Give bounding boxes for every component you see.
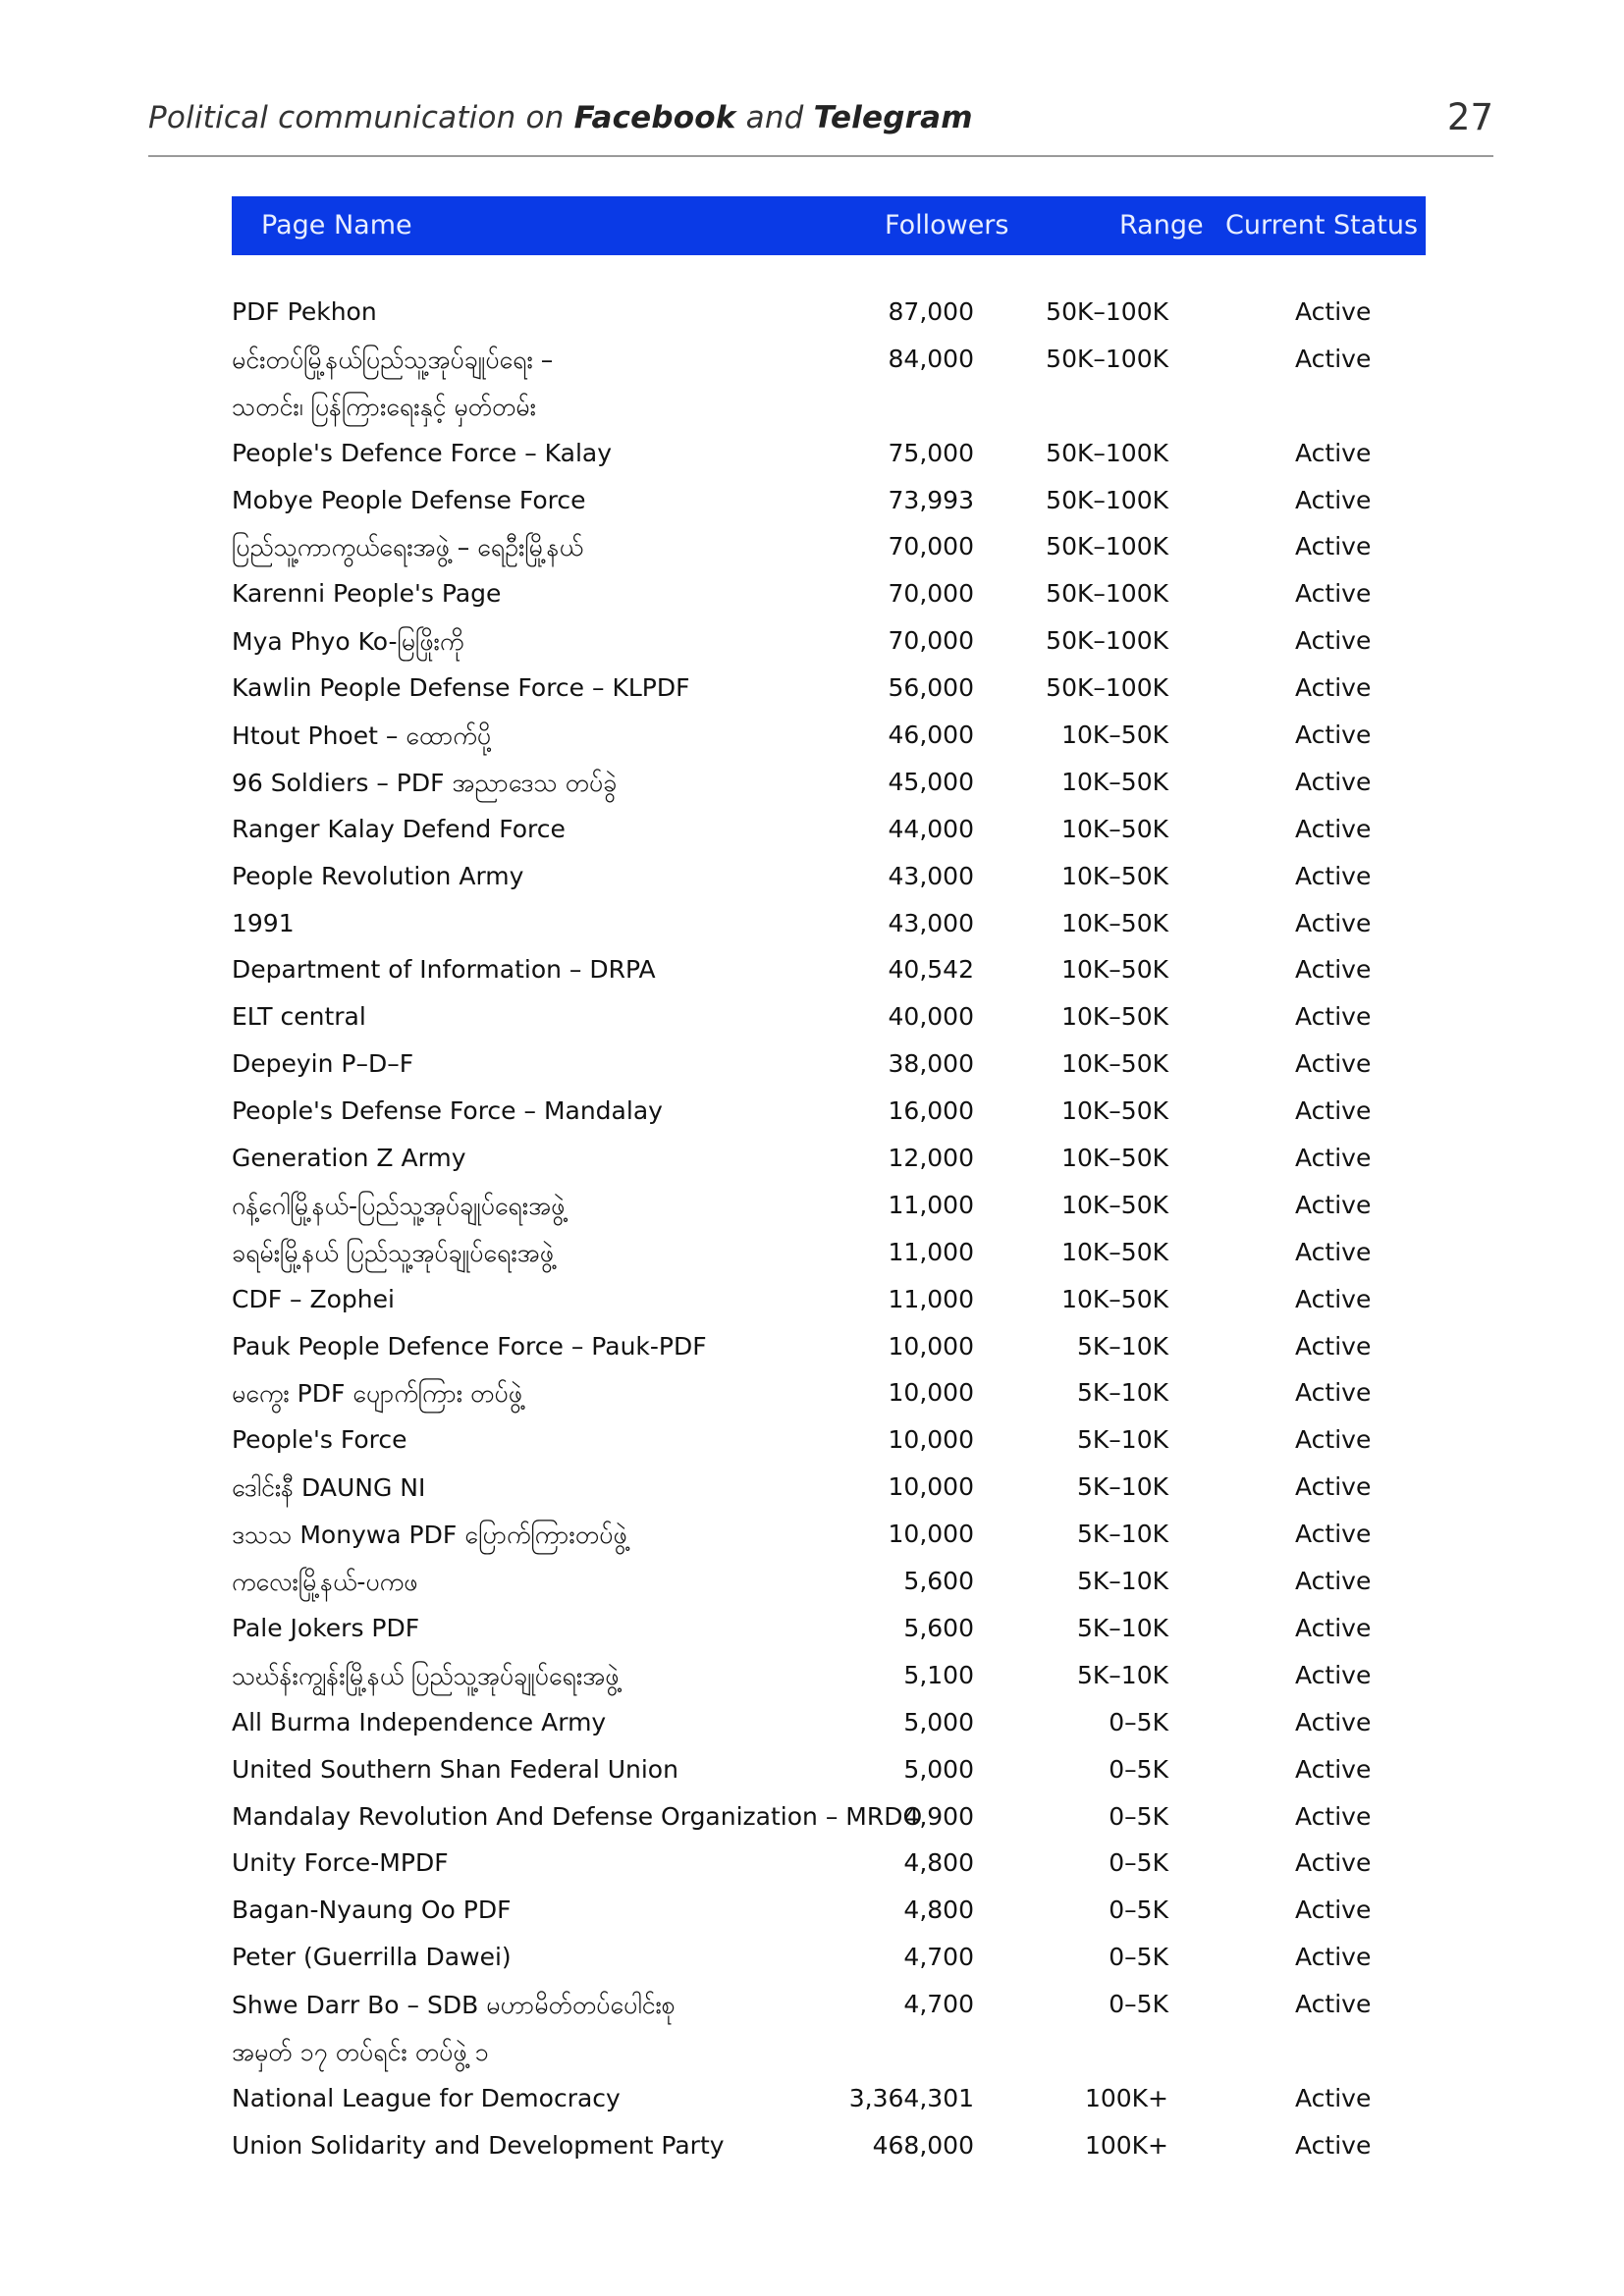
column-header-range: Range xyxy=(1119,210,1204,240)
cell-followers: 70,000 xyxy=(888,626,974,656)
cell-followers: 44,000 xyxy=(888,814,974,843)
table-row xyxy=(232,1749,1426,1796)
pages-table xyxy=(232,196,1426,2160)
cell-page-name: ELT central xyxy=(232,1002,366,1032)
cell-page-name: Mandalay Revolution And Defense Organization – MRDO xyxy=(232,1801,923,1831)
cell-status: Active xyxy=(1295,1990,1372,2019)
cell-page-name: Karenni People's Page xyxy=(232,579,502,609)
cell-status: Active xyxy=(1295,1331,1372,1361)
cell-status: Active xyxy=(1295,2130,1372,2160)
cell-page-name: Kawlin People Defense Force – KLPDF xyxy=(232,673,690,703)
cell-page-name: မင်းတပ်မြို့နယ်ပြည်သူ့အုပ်ချုပ်ရေး – xyxy=(232,345,554,374)
table-row xyxy=(232,1467,1426,1514)
cell-page-name: People's Defense Force – Mandalay xyxy=(232,1096,663,1126)
cell-followers: 10,000 xyxy=(888,1520,974,1549)
cell-range: 5K–10K xyxy=(1076,1472,1168,1502)
cell-range: 10K–50K xyxy=(1061,1096,1168,1126)
cell-status: Active xyxy=(1295,1002,1372,1032)
cell-status: Active xyxy=(1295,438,1372,467)
table-row xyxy=(232,762,1426,809)
cell-followers: 56,000 xyxy=(888,673,974,703)
table-row xyxy=(232,480,1426,527)
cell-status: Active xyxy=(1295,1144,1372,1173)
cell-page-name: United Southern Shan Federal Union xyxy=(232,1754,678,1784)
cell-range: 10K–50K xyxy=(1061,955,1168,985)
cell-followers: 73,993 xyxy=(888,485,974,514)
table-row xyxy=(232,856,1426,903)
cell-status: Active xyxy=(1295,1284,1372,1313)
table-row xyxy=(232,292,1426,339)
cell-followers: 11,000 xyxy=(888,1237,974,1266)
cell-followers: 5,600 xyxy=(903,1567,974,1596)
cell-status: Active xyxy=(1295,1660,1372,1689)
cell-page-name: Shwe Darr Bo – SDB မဟာမိတ်တပ်ပေါင်းစု xyxy=(232,1991,676,2020)
cell-status: Active xyxy=(1295,1425,1372,1455)
table-row xyxy=(232,1138,1426,1185)
cell-followers: 40,542 xyxy=(888,955,974,985)
table-row xyxy=(232,1984,1426,2031)
cell-range: 10K–50K xyxy=(1061,1190,1168,1219)
cell-followers: 70,000 xyxy=(888,532,974,561)
cell-status: Active xyxy=(1295,2083,1372,2112)
cell-page-name: 1991 xyxy=(232,908,295,937)
cell-status: Active xyxy=(1295,1472,1372,1502)
cell-page-name: Peter (Guerrilla Dawei) xyxy=(232,1943,512,1972)
cell-range: 5K–10K xyxy=(1076,1425,1168,1455)
cell-followers: 4,700 xyxy=(903,1990,974,2019)
cell-status: Active xyxy=(1295,1096,1372,1126)
cell-page-name: Depeyin P–D–F xyxy=(232,1049,414,1079)
cell-followers: 38,000 xyxy=(888,1049,974,1079)
table-header xyxy=(232,196,1426,255)
title-text-2: and xyxy=(735,100,814,135)
cell-range: 5K–10K xyxy=(1076,1520,1168,1549)
cell-range: 10K–50K xyxy=(1061,1284,1168,1313)
cell-page-name: 96 Soldiers – PDF အညာဒေသ တပ်ခွဲ xyxy=(232,768,618,797)
page-header xyxy=(148,96,1493,157)
cell-page-name: ကလေးမြို့နယ်-ပကဖ xyxy=(232,1568,418,1597)
cell-page-name: မကွေး PDF ပျောက်ကြား တပ်ဖွဲ့ xyxy=(232,1379,522,1409)
cell-page-name: Unity Force-MPDF xyxy=(232,1848,449,1878)
cell-status: Active xyxy=(1295,1567,1372,1596)
table-row xyxy=(232,1185,1426,1232)
cell-page-name: Mya Phyo Ko-မြဖြိုးကို xyxy=(232,627,464,657)
cell-page-name: Department of Information – DRPA xyxy=(232,955,656,985)
cell-range: 0–5K xyxy=(1109,1943,1168,1972)
cell-status: Active xyxy=(1295,955,1372,985)
cell-followers: 12,000 xyxy=(888,1144,974,1173)
table-body xyxy=(232,292,1426,2172)
table-row xyxy=(232,1326,1426,1373)
cell-page-name: ခရမ်းမြို့နယ် ပြည်သူ့အုပ်ချုပ်ရေးအဖွဲ့ xyxy=(232,1238,554,1267)
cell-followers: 468,000 xyxy=(872,2130,974,2160)
cell-range: 100K+ xyxy=(1084,2083,1168,2112)
page-number: 27 xyxy=(1446,96,1493,138)
cell-followers: 43,000 xyxy=(888,861,974,890)
cell-followers: 40,000 xyxy=(888,1002,974,1032)
cell-range: 10K–50K xyxy=(1061,1237,1168,1266)
cell-range: 10K–50K xyxy=(1061,1049,1168,1079)
cell-range: 50K–100K xyxy=(1046,344,1168,373)
table-row xyxy=(232,620,1426,667)
cell-followers: 10,000 xyxy=(888,1425,974,1455)
cell-status: Active xyxy=(1295,1520,1372,1549)
cell-range: 5K–10K xyxy=(1076,1567,1168,1596)
cell-status: Active xyxy=(1295,1754,1372,1784)
cell-page-name: People's Defence Force – Kalay xyxy=(232,438,612,467)
cell-status: Active xyxy=(1295,344,1372,373)
cell-followers: 5,100 xyxy=(903,1660,974,1689)
table-row xyxy=(232,2031,1426,2078)
cell-page-name: Pale Jokers PDF xyxy=(232,1613,420,1642)
cell-followers: 46,000 xyxy=(888,721,974,750)
cell-page-name: All Burma Independence Army xyxy=(232,1707,607,1736)
table-row xyxy=(232,2078,1426,2125)
cell-range: 0–5K xyxy=(1109,1754,1168,1784)
cell-followers: 5,600 xyxy=(903,1613,974,1642)
cell-status: Active xyxy=(1295,908,1372,937)
cell-range: 50K–100K xyxy=(1046,297,1168,326)
cell-page-name: Htout Phoet – ထောက်ပို့ xyxy=(232,721,492,751)
table-row xyxy=(232,433,1426,480)
table-row xyxy=(232,1842,1426,1890)
cell-range: 10K–50K xyxy=(1061,861,1168,890)
table-row xyxy=(232,667,1426,715)
title-text-telegram: Telegram xyxy=(813,100,973,135)
table-row xyxy=(232,809,1426,856)
cell-page-name: Generation Z Army xyxy=(232,1144,466,1173)
cell-range: 10K–50K xyxy=(1061,1144,1168,1173)
cell-page-name: သဃ်န်းကျွန်းမြို့နယ် ပြည်သူ့အုပ်ချုပ်ရေးအဖွဲ့ xyxy=(232,1661,620,1690)
column-header-followers: Followers xyxy=(885,210,1009,240)
cell-range: 0–5K xyxy=(1109,1896,1168,1925)
column-header-page-name: Page Name xyxy=(261,210,412,240)
cell-status: Active xyxy=(1295,721,1372,750)
cell-range: 5K–10K xyxy=(1076,1660,1168,1689)
cell-range: 0–5K xyxy=(1109,1707,1168,1736)
table-row xyxy=(232,715,1426,762)
cell-followers: 4,800 xyxy=(903,1848,974,1878)
cell-status: Active xyxy=(1295,1707,1372,1736)
table-row xyxy=(232,1279,1426,1326)
table-row xyxy=(232,573,1426,620)
cell-followers: 11,000 xyxy=(888,1190,974,1219)
table-row xyxy=(232,1655,1426,1702)
cell-range: 100K+ xyxy=(1084,2130,1168,2160)
cell-range: 50K–100K xyxy=(1046,532,1168,561)
table-row xyxy=(232,903,1426,950)
cell-range: 50K–100K xyxy=(1046,673,1168,703)
cell-followers: 16,000 xyxy=(888,1096,974,1126)
cell-range: 10K–50K xyxy=(1061,721,1168,750)
table-row xyxy=(232,1796,1426,1843)
cell-status: Active xyxy=(1295,1801,1372,1831)
cell-page-name: ဒေါင်းနီ DAUNG NI xyxy=(232,1473,426,1503)
cell-status: Active xyxy=(1295,1237,1372,1266)
cell-page-name: Mobye People Defense Force xyxy=(232,485,586,514)
cell-page-name: PDF Pekhon xyxy=(232,297,377,326)
cell-status: Active xyxy=(1295,485,1372,514)
cell-status: Active xyxy=(1295,767,1372,796)
cell-page-name: CDF – Zophei xyxy=(232,1284,395,1313)
table-row xyxy=(232,1890,1426,1937)
cell-followers: 45,000 xyxy=(888,767,974,796)
cell-followers: 84,000 xyxy=(888,344,974,373)
table-row xyxy=(232,1372,1426,1419)
cell-page-name: Ranger Kalay Defend Force xyxy=(232,814,566,843)
cell-status: Active xyxy=(1295,297,1372,326)
cell-page-name: Pauk People Defence Force – Pauk-PDF xyxy=(232,1331,707,1361)
cell-page-name: Bagan-Nyaung Oo PDF xyxy=(232,1896,512,1925)
table-row xyxy=(232,339,1426,386)
cell-range: 5K–10K xyxy=(1076,1613,1168,1642)
cell-followers: 10,000 xyxy=(888,1378,974,1408)
cell-status: Active xyxy=(1295,1190,1372,1219)
table-row xyxy=(232,1514,1426,1561)
table-row xyxy=(232,526,1426,573)
cell-range: 50K–100K xyxy=(1046,438,1168,467)
cell-followers: 5,000 xyxy=(903,1754,974,1784)
cell-range: 10K–50K xyxy=(1061,767,1168,796)
cell-status: Active xyxy=(1295,1049,1372,1079)
cell-range: 10K–50K xyxy=(1061,908,1168,937)
table-row xyxy=(232,1608,1426,1655)
cell-range: 5K–10K xyxy=(1076,1378,1168,1408)
cell-status: Active xyxy=(1295,1613,1372,1642)
cell-range: 50K–100K xyxy=(1046,579,1168,609)
table-row xyxy=(232,1043,1426,1091)
cell-followers: 10,000 xyxy=(888,1331,974,1361)
cell-range: 0–5K xyxy=(1109,1848,1168,1878)
cell-page-name: Union Solidarity and Development Party xyxy=(232,2130,725,2160)
cell-range: 0–5K xyxy=(1109,1801,1168,1831)
cell-page-name: ဂန့်ဂေါမြို့နယ်-ပြည်သူ့အုပ်ချုပ်ရေးအဖွဲ့ xyxy=(232,1191,566,1220)
cell-followers: 5,000 xyxy=(903,1707,974,1736)
table-row xyxy=(232,1419,1426,1467)
cell-status: Active xyxy=(1295,814,1372,843)
cell-range: 10K–50K xyxy=(1061,1002,1168,1032)
cell-followers: 87,000 xyxy=(888,297,974,326)
title-text-1: Political communication on xyxy=(148,100,574,135)
table-row xyxy=(232,1232,1426,1279)
table-row xyxy=(232,1091,1426,1138)
cell-range: 10K–50K xyxy=(1061,814,1168,843)
cell-status: Active xyxy=(1295,579,1372,609)
cell-followers: 43,000 xyxy=(888,908,974,937)
cell-followers: 3,364,301 xyxy=(848,2083,974,2112)
cell-followers: 70,000 xyxy=(888,579,974,609)
table-row xyxy=(232,1702,1426,1749)
cell-page-name: National League for Democracy xyxy=(232,2083,621,2112)
cell-range: 50K–100K xyxy=(1046,626,1168,656)
table-row xyxy=(232,386,1426,433)
cell-range: 0–5K xyxy=(1109,1990,1168,2019)
cell-status: Active xyxy=(1295,1378,1372,1408)
cell-status: Active xyxy=(1295,626,1372,656)
table-row xyxy=(232,1937,1426,1984)
cell-range: 5K–10K xyxy=(1076,1331,1168,1361)
cell-page-name: ပြည်သူ့ကာကွယ်ရေးအဖွဲ့ – ရေဦးမြို့နယ် xyxy=(232,533,583,562)
table-row xyxy=(232,2125,1426,2172)
cell-followers: 75,000 xyxy=(888,438,974,467)
cell-status: Active xyxy=(1295,673,1372,703)
table-row xyxy=(232,949,1426,996)
cell-followers: 4,900 xyxy=(903,1801,974,1831)
cell-page-name: People Revolution Army xyxy=(232,861,524,890)
cell-status: Active xyxy=(1295,532,1372,561)
cell-followers: 4,800 xyxy=(903,1896,974,1925)
cell-status: Active xyxy=(1295,1943,1372,1972)
cell-page-name: People's Force xyxy=(232,1425,407,1455)
column-header-current-status: Current Status xyxy=(1225,210,1419,240)
cell-followers: 4,700 xyxy=(903,1943,974,1972)
cell-status: Active xyxy=(1295,1896,1372,1925)
cell-range: 50K–100K xyxy=(1046,485,1168,514)
cell-page-name: သတင်း၊ ပြန်ကြားရေးနှင့် မှတ်တမ်း xyxy=(232,392,536,421)
cell-followers: 11,000 xyxy=(888,1284,974,1313)
table-row xyxy=(232,1561,1426,1608)
cell-page-name: အမှတ် ၁၇ တပ်ရင်း တပ်ဖွဲ့ ၁ xyxy=(232,2037,489,2066)
title-text-facebook: Facebook xyxy=(573,100,736,135)
cell-page-name: ဒသသ Monywa PDF ပြောက်ကြားတပ်ဖွဲ့ xyxy=(232,1521,627,1550)
cell-followers: 10,000 xyxy=(888,1472,974,1502)
document-title xyxy=(148,100,973,135)
cell-status: Active xyxy=(1295,1848,1372,1878)
cell-status: Active xyxy=(1295,861,1372,890)
table-row xyxy=(232,996,1426,1043)
